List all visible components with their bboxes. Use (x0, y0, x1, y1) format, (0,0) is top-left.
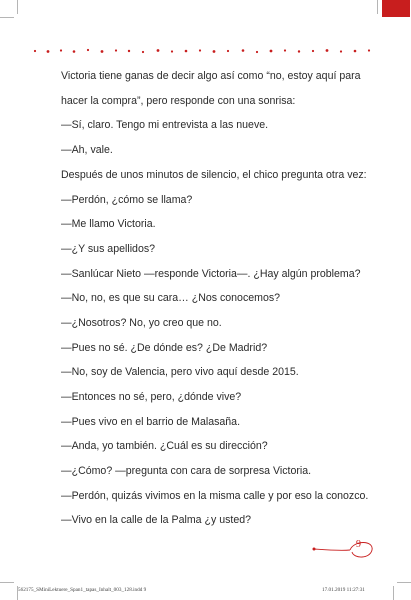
dialogue-line: —Perdón, ¿cómo se llama? (61, 194, 193, 206)
dialogue-line: —Pues no sé. ¿De dónde es? ¿De Madrid? (61, 342, 268, 354)
dialogue-line: —Entonces no sé, pero, ¿dónde vive? (61, 391, 242, 403)
dialogue-line: —No, soy de Valencia, pero vivo aquí desde 2015. (61, 366, 299, 378)
print-footer-file: 562175_SMiniLektuere_Span1_tapas_Inhalt_003_128.indd 9 (18, 587, 147, 593)
crop-mark (397, 582, 411, 583)
crop-mark (0, 582, 14, 583)
dialogue-line: —Sanlúcar Nieto —responde Victoria—. ¿Hay algún problema? (61, 268, 361, 280)
dialogue-line: —Anda, yo también. ¿Cuál es su dirección? (61, 440, 268, 452)
dialogue-line: —¿Y sus apellidos? (61, 243, 156, 255)
dialogue-line: —Pues vivo en el barrio de Malasaña. (61, 416, 241, 428)
dialogue-line: —Perdón, quizás vivimos en la misma calle y por eso la conozco. (61, 490, 369, 502)
decorative-dotted-line (0, 0, 411, 60)
dialogue-line: —Sí, claro. Tengo mi entrevista a las nueve. (61, 119, 269, 131)
dialogue-line: —Vivo en la calle de la Palma ¿y usted? (61, 514, 252, 526)
paragraph-line: hacer la compra”, pero responde con una sonrisa: (61, 95, 296, 107)
paragraph-line: Después de unos minutos de silencio, el chico pregunta otra vez: (61, 169, 367, 181)
dialogue-line: —Ah, vale. (61, 144, 113, 156)
dialogue-line: —¿Cómo? —pregunta con cara de sorpresa Victoria. (61, 465, 312, 477)
dialogue-line: —Me llamo Victoria. (61, 218, 156, 230)
page-number-block (312, 538, 392, 562)
dialogue-line: —No, no, es que su cara… ¿Nos conocemos? (61, 292, 281, 304)
crop-mark (393, 586, 394, 600)
page-number: 9 (356, 539, 361, 550)
paragraph-line: Victoria tiene ganas de decir algo así como “no, estoy aquí para (61, 70, 361, 82)
print-footer-timestamp: 17.01.2019 11:27:31 (322, 587, 365, 593)
dialogue-line: —¿Nosotros? No, yo creo que no. (61, 317, 222, 329)
page-number-swash-icon (312, 538, 392, 562)
